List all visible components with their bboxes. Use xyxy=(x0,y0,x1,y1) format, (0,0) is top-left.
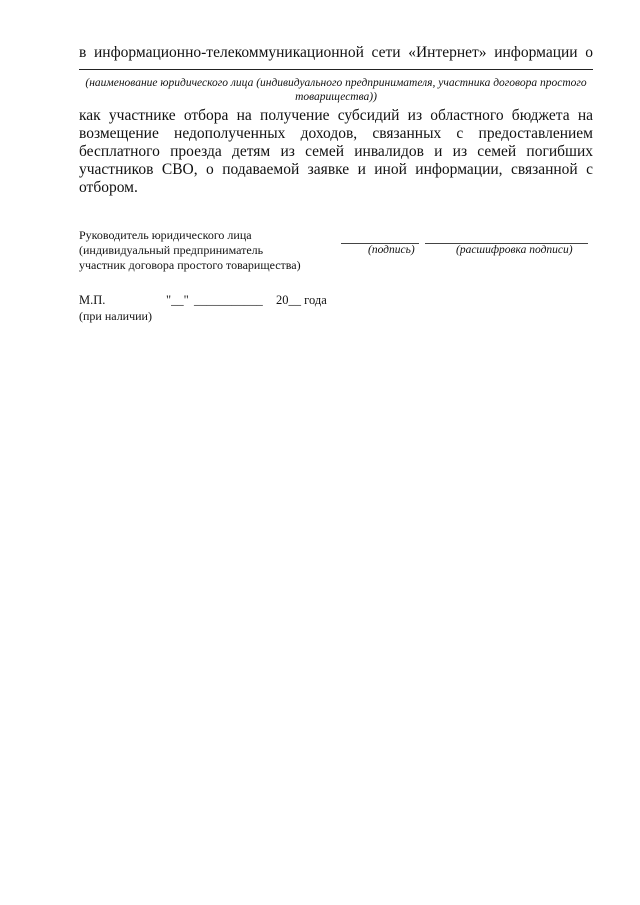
signature-caption: (подпись) xyxy=(368,244,415,256)
date-day: "__" xyxy=(166,293,189,307)
name-underline xyxy=(79,69,593,70)
role-line-1: Руководитель юридического лица xyxy=(79,228,252,242)
stamp-note: (при наличии) xyxy=(79,309,152,323)
signatory-role xyxy=(79,228,349,273)
stamp-label: М.П. xyxy=(79,293,106,307)
date-month: ___________ xyxy=(194,293,263,307)
signature-decoding-caption: (расшифровка подписи) xyxy=(456,244,573,256)
date-year: 20__ года xyxy=(276,293,327,307)
name-caption: (наименование юридического лица (индивидуального предпринимателя, участника договора простого товарищества)) xyxy=(85,77,587,103)
consent-paragraph: как участнике отбора на получение субсидий из областного бюджета на возмещение недополученных доходов, связанных с предоставлением бесплатного проезда детям из семей инвалидов и из семей погибших участников СВО, о подаваемой заявке и иной информации, связанной с отбором. xyxy=(79,107,593,196)
role-line-3: участник договора простого товарищества) xyxy=(79,258,301,272)
intro-line: в информационно-телекоммуникационной сети «Интернет» информации о xyxy=(79,44,593,61)
role-line-2: (индивидуальный предприниматель xyxy=(79,243,264,257)
